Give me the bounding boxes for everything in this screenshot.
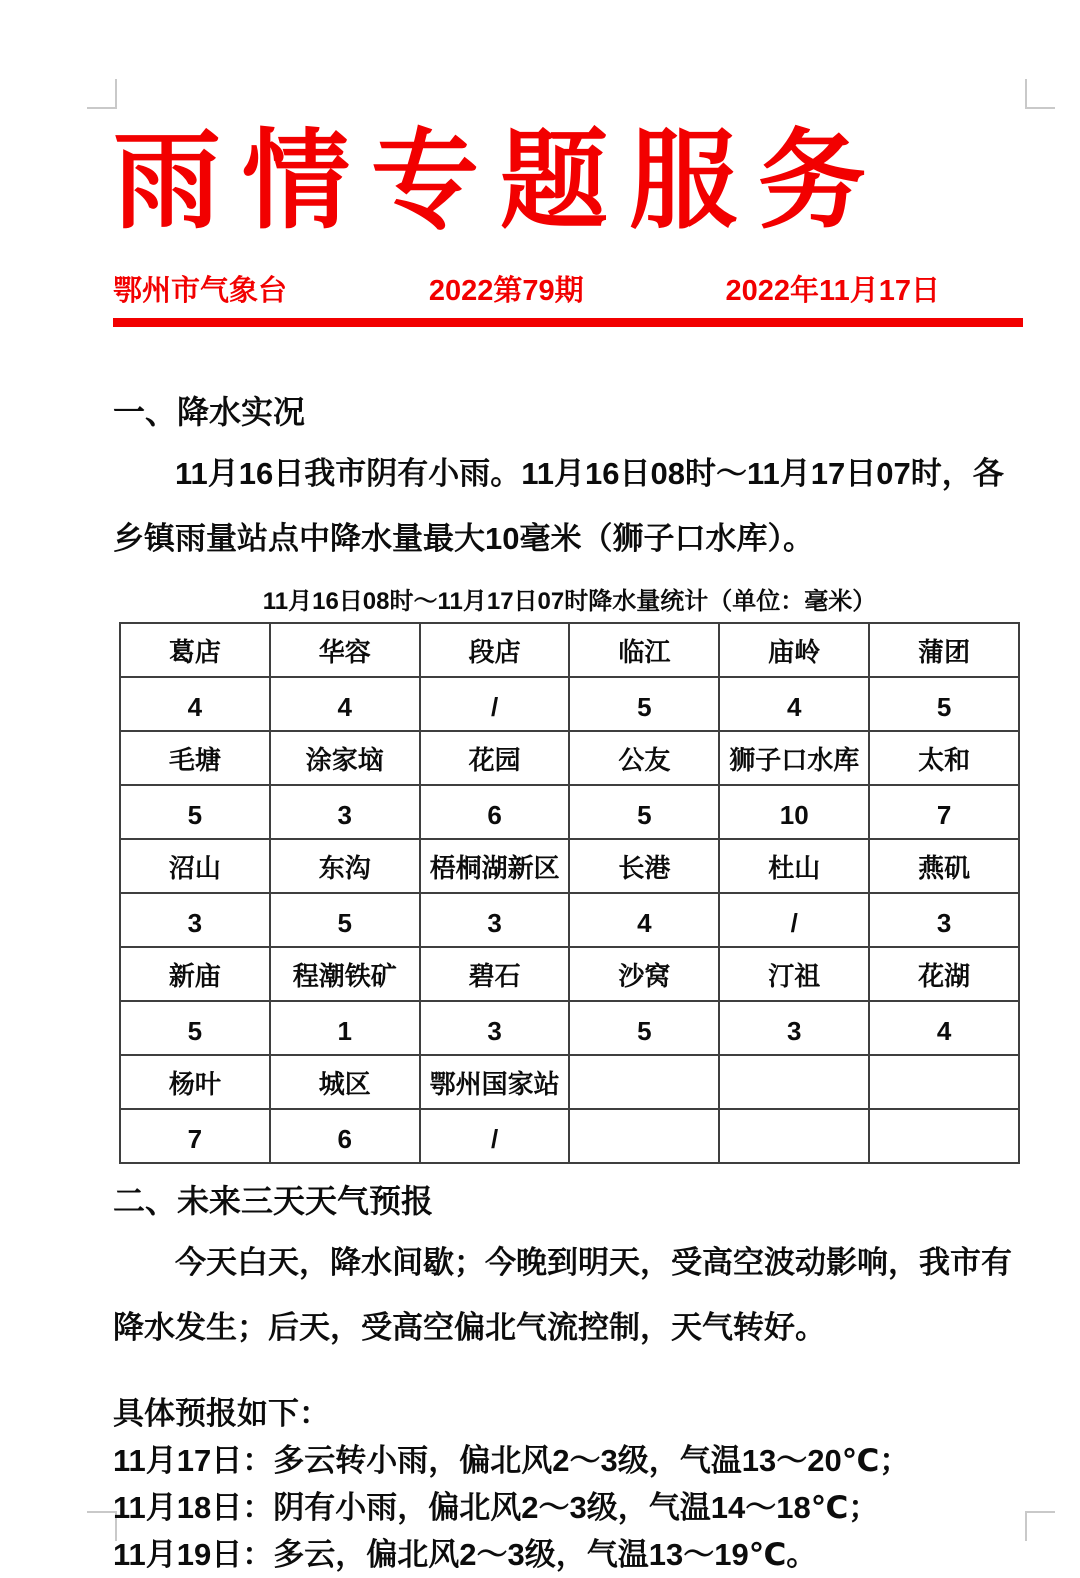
station-name-cell: 花湖 (869, 947, 1019, 1001)
table-row (120, 1055, 1019, 1109)
rainfall-value-cell: 7 (120, 1109, 270, 1163)
rainfall-value-cell: / (420, 677, 570, 731)
rainfall-value-cell: 3 (719, 1001, 869, 1055)
rainfall-value-cell: 6 (420, 785, 570, 839)
station-name-cell (869, 1055, 1019, 1109)
station-name-cell: 城区 (270, 1055, 420, 1109)
table-row (120, 731, 1019, 785)
station-name-cell: 长港 (569, 839, 719, 893)
station-name-cell: 毛塘 (120, 731, 270, 785)
issue-number: 2022第79期 (428, 274, 584, 307)
station-name-cell: 临江 (569, 623, 719, 677)
issue-date: 2022年11月17日 (725, 274, 940, 307)
rainfall-value-cell: / (719, 893, 869, 947)
forecast-line-day3: 11月19日：多云，偏北风2～3级，气温13～19℃。 (113, 1537, 818, 1573)
header-divider-rule (113, 318, 1023, 327)
station-name-cell: 汀祖 (719, 947, 869, 1001)
station-name-cell: 狮子口水库 (719, 731, 869, 785)
station-name-cell: 程潮铁矿 (270, 947, 420, 1001)
rainfall-value-cell: 5 (869, 677, 1019, 731)
station-name-cell: 碧石 (420, 947, 570, 1001)
table-row (120, 623, 1019, 677)
rainfall-value-cell: 5 (569, 1001, 719, 1055)
station-name-cell: 葛店 (120, 623, 270, 677)
table-row (120, 947, 1019, 1001)
rainfall-value-cell (569, 1109, 719, 1163)
rainfall-value-cell: 5 (270, 893, 420, 947)
rainfall-value-cell: 3 (270, 785, 420, 839)
header-meta-row (113, 268, 940, 309)
station-name-cell: 涂家垴 (270, 731, 420, 785)
section1-heading: 一、降水实况 (113, 393, 306, 430)
rainfall-value-cell: 7 (869, 785, 1019, 839)
section2-heading: 二、未来三天天气预报 (113, 1182, 434, 1219)
station-name-cell: 庙岭 (719, 623, 869, 677)
table-row (120, 893, 1019, 947)
rainfall-value-cell: 6 (270, 1109, 420, 1163)
table-row (120, 839, 1019, 893)
rainfall-value-cell: / (420, 1109, 570, 1163)
station-name-cell: 燕矶 (869, 839, 1019, 893)
rainfall-value-cell: 3 (120, 893, 270, 947)
station-name-cell: 段店 (420, 623, 570, 677)
section2-paragraph: 今天白天，降水间歇；今晚到明天，受高空波动影响，我市有降水发生；后天，受高空偏北气流控制，天气转好。 (113, 1245, 1012, 1346)
rainfall-value-cell: 4 (120, 677, 270, 731)
table-row (120, 1001, 1019, 1055)
station-name-cell: 花园 (420, 731, 570, 785)
rainfall-value-cell: 4 (270, 677, 420, 731)
rainfall-value-cell (719, 1109, 869, 1163)
rainfall-value-cell: 3 (869, 893, 1019, 947)
issuing-agency: 鄂州市气象台 (113, 274, 288, 307)
document-title: 雨情专题服务 (113, 120, 888, 241)
forecast-line-day2: 11月18日：阴有小雨，偏北风2～3级，气温14～18℃； (113, 1490, 880, 1526)
rainfall-value-cell: 5 (120, 1001, 270, 1055)
rainfall-value-cell: 1 (270, 1001, 420, 1055)
station-name-cell: 华容 (270, 623, 420, 677)
station-name-cell: 新庙 (120, 947, 270, 1001)
forecast-line-day1: 11月17日：多云转小雨，偏北风2～3级，气温13～20℃； (113, 1443, 911, 1479)
station-name-cell: 太和 (869, 731, 1019, 785)
station-name-cell: 杜山 (719, 839, 869, 893)
table-row (120, 785, 1019, 839)
station-name-cell: 梧桐湖新区 (420, 839, 570, 893)
station-name-cell: 沼山 (120, 839, 270, 893)
rainfall-value-cell: 4 (869, 1001, 1019, 1055)
rainfall-value-cell: 4 (719, 677, 869, 731)
rainfall-value-cell (869, 1109, 1019, 1163)
station-name-cell: 沙窝 (569, 947, 719, 1001)
section1-paragraph: 11月16日我市阴有小雨。11月16日08时～11月17日07时，各乡镇雨量站点中降水量最大10毫米（狮子口水库）。 (113, 455, 1004, 556)
rainfall-value-cell: 5 (569, 785, 719, 839)
rainfall-value-cell: 4 (569, 893, 719, 947)
rainfall-value-cell: 5 (569, 677, 719, 731)
rainfall-table-caption: 11月16日08时～11月17日07时降水量统计（单位：毫米） (262, 587, 877, 615)
station-name-cell: 鄂州国家站 (420, 1055, 570, 1109)
table-row (120, 677, 1019, 731)
station-name-cell (719, 1055, 869, 1109)
station-name-cell: 杨叶 (120, 1055, 270, 1109)
station-name-cell (569, 1055, 719, 1109)
forecast-intro: 具体预报如下： (113, 1396, 330, 1432)
margin-corner-mark-bottom-right (1025, 1511, 1055, 1541)
station-name-cell: 公友 (569, 731, 719, 785)
station-name-cell: 东沟 (270, 839, 420, 893)
rainfall-table-body (120, 623, 1019, 1163)
rainfall-value-cell: 3 (420, 893, 570, 947)
document-content (113, 0, 1023, 1578)
margin-corner-mark-top-right (1025, 79, 1055, 109)
station-name-cell: 蒲团 (869, 623, 1019, 677)
rainfall-value-cell: 10 (719, 785, 869, 839)
rainfall-value-cell: 3 (420, 1001, 570, 1055)
rainfall-table (119, 622, 1020, 1164)
table-row (120, 1109, 1019, 1163)
rainfall-value-cell: 5 (120, 785, 270, 839)
